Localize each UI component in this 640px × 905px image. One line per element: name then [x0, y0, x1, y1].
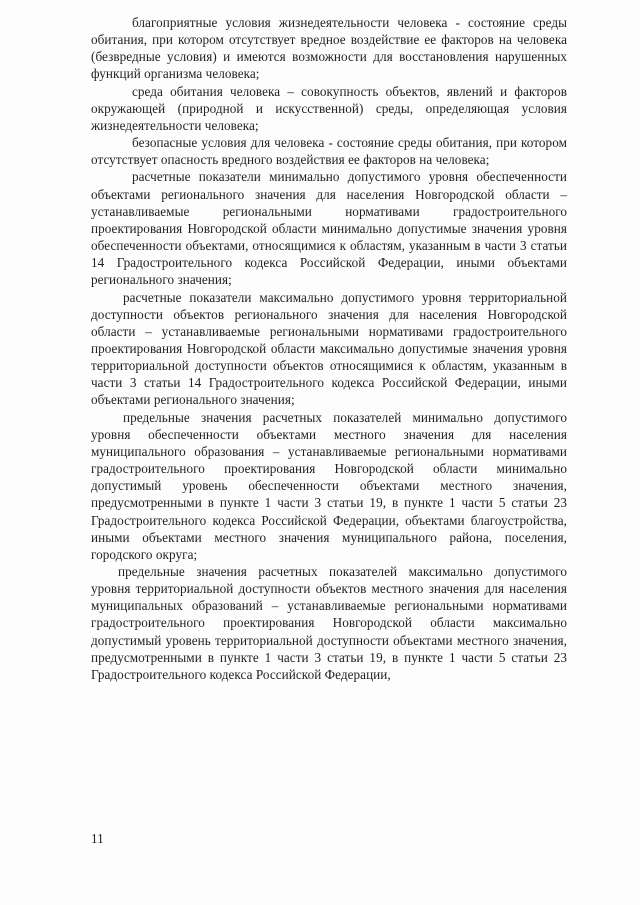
paragraph-regional-provision: расчетные показатели минимально допустимого уровня обеспеченности объектами регионального значения для населения Новгородской области – устанавливаемые региональными нормативами градостроительного проектирования Новгородской области минимально допустимые значения уровня обеспеченности объектами, относящимися к областям, указанным в части 3 статьи 14 Градостроительного кодекса Российской Федерации, иными объектами регионального значения; — [91, 169, 567, 288]
paragraph-local-provision: предельные значения расчетных показателей минимально допустимого уровня обеспеченности объектами местного значения для населения муниципального образования – устанавливаемые региональными нормативами градостроительного проектирования Новгородской области минимально допустимый уровень обеспеченности объектами местного значения, предусмотренными в пункте 1 части 3 статьи 19, в пункте 1 части 5 статьи 23 Градостроительного кодекса Российской Федерации, объектами благоустройства, иными объектами местного значения муниципального района, поселения, городского округа; — [91, 409, 567, 562]
paragraph-local-accessibility: предельные значения расчетных показателей максимально допустимого уровня территориальной доступности объектов местного значения для населения муниципальных образований – устанавливаемые региональными нормативами градостроительного проектирования Новгородской области максимально допустимый уровень территориальной доступности объектами местного значения, предусмотренными в пункте 1 части 3 статьи 19, в пункте 1 части 5 статьи 23 Градостроительного кодекса Российской Федерации, — [91, 564, 567, 682]
paragraph-living-environment: среда обитания человека – совокупность объектов, явлений и факторов окружающей (природной и искусственной) среды, определяющая условия жизнедеятельности человека; — [91, 83, 567, 133]
paragraph-safe-conditions: безопасные условия для человека - состояние среды обитания, при котором отсутствует опасность вредного воздействия ее факторов на человека; — [91, 135, 567, 168]
paragraph-favorable-conditions: благоприятные условия жизнедеятельности человека - состояние среды обитания, при котором отсутствует вредное воздействие ее факторов на человека (безвредные условия) и имеются возможности для восстановления нарушенных функций организма человека; — [91, 15, 567, 82]
body-text — [91, 14, 567, 683]
page-number: 11 — [91, 831, 104, 846]
paragraph-regional-accessibility: расчетные показатели максимально допустимого уровня территориальной доступности объектов регионального значения для населения Новгородской области – устанавливаемые региональными нормативами градостроительного проектирования Новгородской области максимально допустимые значения уровня территориальной доступности объектов относящимися к областям, указанным в части 3 статьи 14 Градостроительного кодекса Российской Федерации, иными объектами регионального значения; — [91, 289, 567, 408]
